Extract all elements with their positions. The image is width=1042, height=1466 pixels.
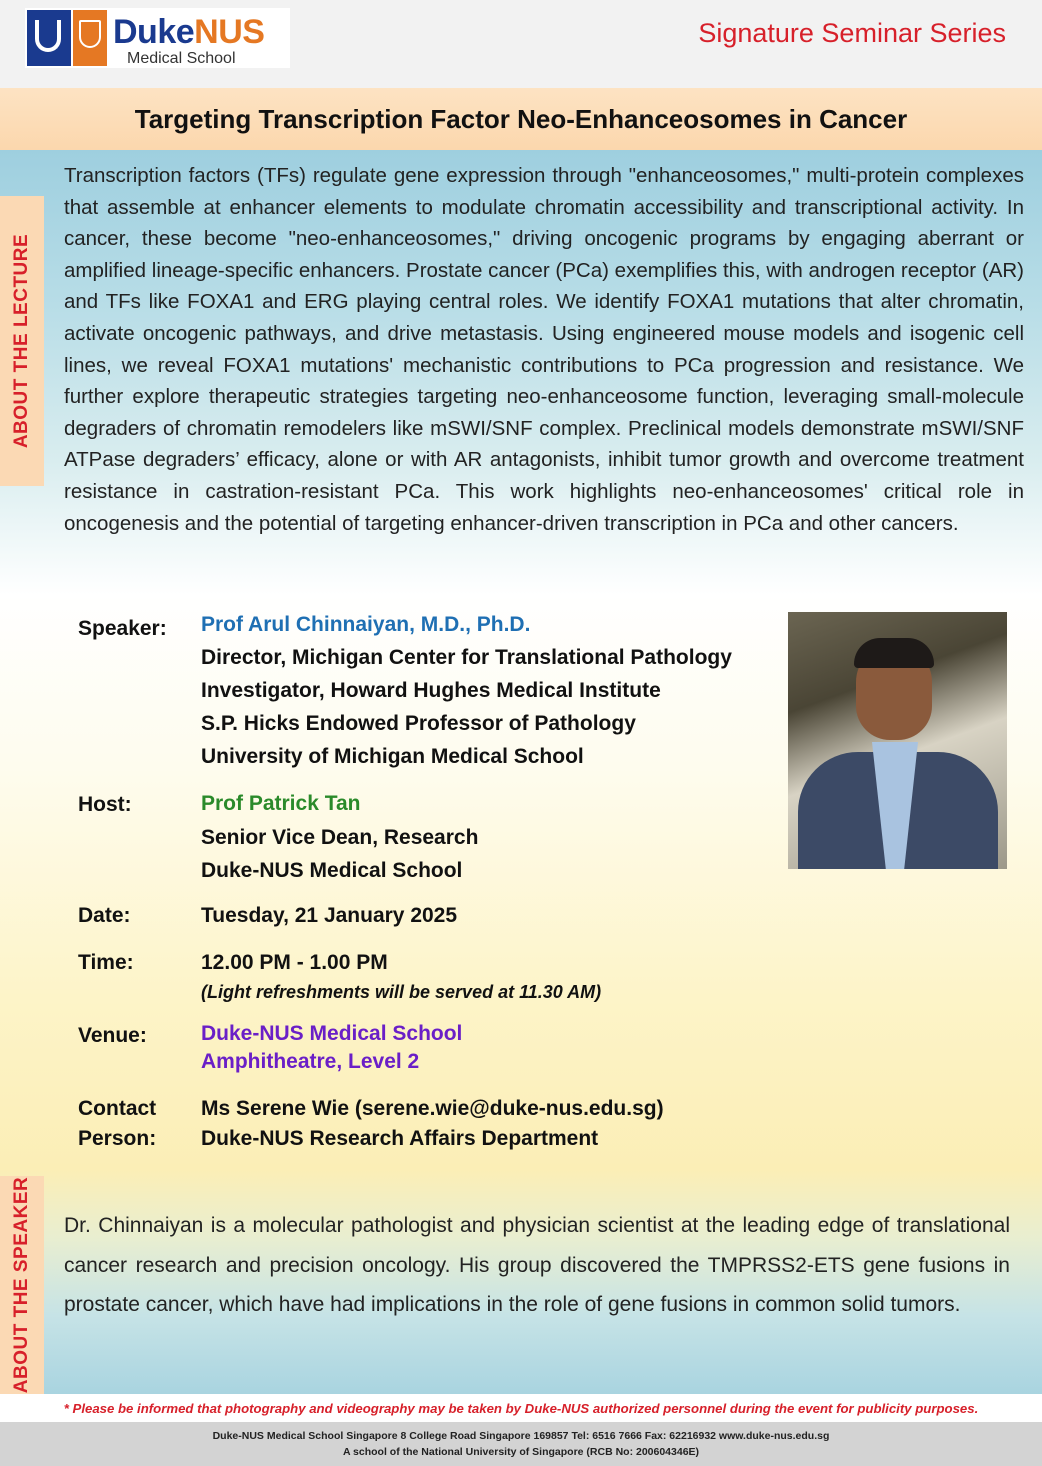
time-note: (Light refreshments will be served at 11.30 AM) [201, 982, 602, 1002]
date-value: Tuesday, 21 January 2025 [201, 904, 458, 927]
logo-wordmark: DukeNUS [113, 13, 265, 51]
footer-address: Duke-NUS Medical School Singapore 8 College Road Singapore 169857 Tel: 6516 7666 Fax: 62216932 www.duke-nus.edu.sg [212, 1430, 830, 1442]
lecture-abstract: Transcription factors (TFs) regulate gene expression through "enhanceosomes," multi-protein complexes that assemble at enhancer elements to modulate chromatin accessibility and transcriptional activity. In cancer, these become "neo-enhanceosomes," driving oncogenic programs by engaging aberrant or amplified lineage-specific enhancers. Prostate cancer (PCa) exemplifies this, with androgen receptor (AR) and TFs like FOXA1 and ERG playing central roles. We identify FOXA1 mutations that alter chromatin, activate oncogenic pathways, and drive metastasis. Using engineered mouse models and isogenic cell lines, we reveal FOXA1 mutations' mechanistic contributions to PCa progression and resistance. We further explore therapeutic strategies targeting neo-enhanceosome function, leveraging small-molecule degraders of chromatin remodelers like mSWI/SNF complex. Preclinical models demonstrate mSWI/SNF ATPase degraders’ efficacy, alone or with AR antagonists, inhibit tumor growth and overcome treatment resistance in castration-resistant PCa. This work highlights neo-enhanceosomes' critical role in oncogenesis and the potential of targeting enhancer-driven transcription in PCa and other cancers. [64, 164, 1024, 535]
seminar-series-title: Signature Seminar Series [698, 18, 1006, 48]
duke-nus-logo[interactable] [25, 8, 290, 68]
duke-shield-icon [27, 10, 71, 66]
venue-line-1: Duke-NUS Medical School [201, 1022, 463, 1045]
speaker-title-3: S.P. Hicks Endowed Professor of Pathology [201, 712, 636, 735]
speaker-title-2: Investigator, Howard Hughes Medical Institute [201, 679, 661, 702]
time-label: Time: [78, 951, 134, 974]
speaker-photo [788, 612, 1007, 869]
seminar-title: Targeting Transcription Factor Neo-Enhanceosomes in Cancer [134, 104, 908, 134]
photography-disclaimer: * Please be informed that photography and videography may be taken by Duke-NUS authorized personnel during the event for publicity purposes. [0, 1396, 1042, 1422]
host-name: Prof Patrick Tan [201, 792, 361, 815]
venue-line-2: Amphitheatre, Level 2 [201, 1050, 420, 1073]
speaker-label: Speaker: [78, 617, 167, 640]
about-lecture-tab: ABOUT THE LECTURE [0, 196, 44, 486]
nus-crest-icon [73, 10, 107, 66]
header [0, 0, 1042, 88]
footer-affiliation: A school of the National University of Singapore (RCB No: 200604346E) [342, 1446, 700, 1458]
venue-label: Venue: [78, 1024, 147, 1047]
host-title-2: Duke-NUS Medical School [201, 859, 463, 882]
time-value: 12.00 PM - 1.00 PM [201, 951, 388, 974]
speaker-title-4: University of Michigan Medical School [201, 745, 584, 768]
contact-line-2: Duke-NUS Research Affairs Department [201, 1127, 599, 1150]
speaker-bio: Dr. Chinnaiyan is a molecular pathologist and physician scientist at the leading edge of translational cancer research and precision oncology. His group discovered the TMPRSS2-ETS gene fusions in prostate cancer, which have had implications in the role of gene fusions in common solid tumors. [64, 1214, 1010, 1316]
speaker-name: Prof Arul Chinnaiyan, M.D., Ph.D. [201, 613, 531, 636]
about-speaker-tab: ABOUT THE SPEAKER [0, 1176, 44, 1394]
host-label: Host: [78, 793, 132, 816]
title-bar [0, 88, 1042, 150]
host-title-1: Senior Vice Dean, Research [201, 826, 479, 849]
contact-line-1[interactable]: Ms Serene Wie (serene.wie@duke-nus.edu.sg) [201, 1097, 664, 1120]
speaker-title-1: Director, Michigan Center for Translational Pathology [201, 646, 732, 669]
logo-subtitle: Medical School [127, 50, 236, 67]
footer [0, 1422, 1042, 1466]
date-label: Date: [78, 904, 131, 927]
contact-label-1: Contact [78, 1097, 157, 1120]
contact-label-2: Person: [78, 1127, 157, 1150]
